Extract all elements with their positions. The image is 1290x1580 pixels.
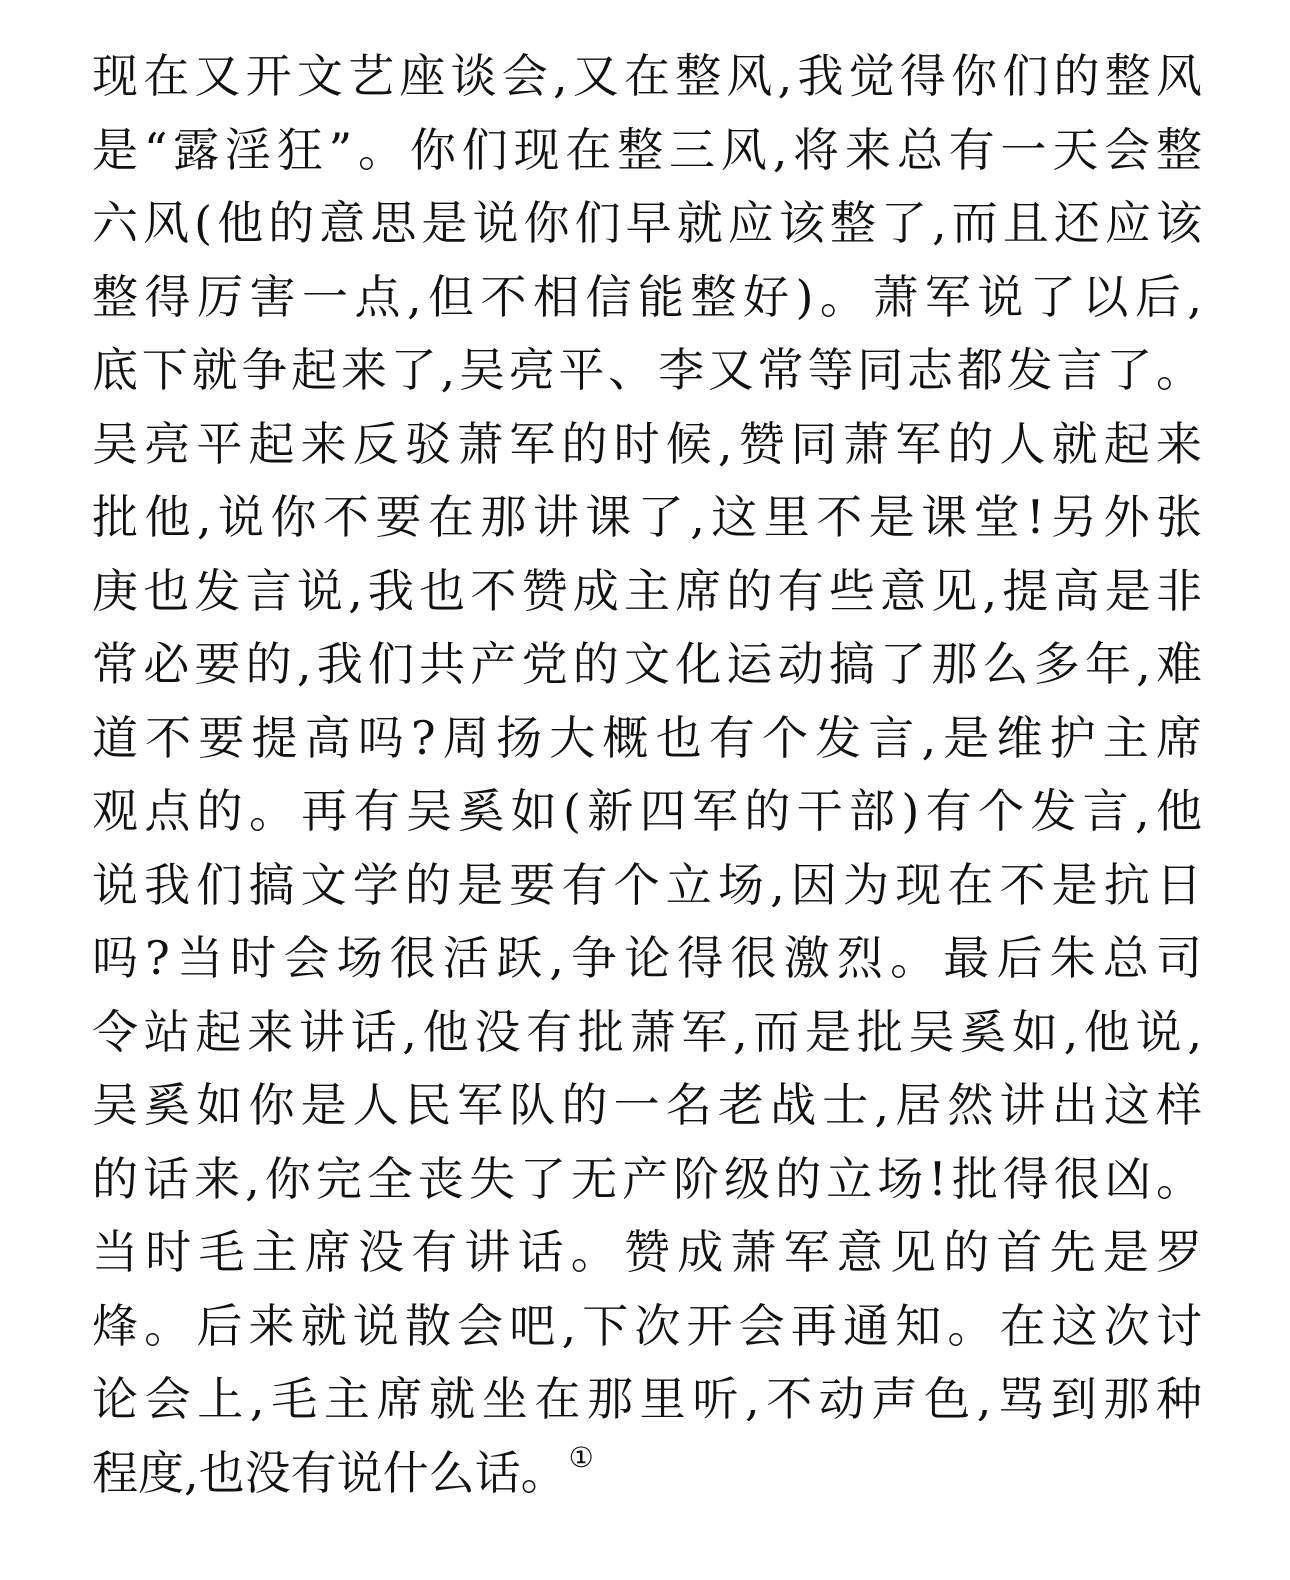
line-text: 说我们搞文学的是要有个立场,因为现在不是抗日: [92, 857, 1209, 912]
line-text: 论会上,毛主席就坐在那里听,不动声色,骂到那种: [92, 1372, 1209, 1426]
line-text: 烽。后来就说散会吧,下次开会再通知。在这次讨: [92, 1298, 1209, 1353]
line-text: 整得厉害一点,但不相信能整好)。萧军说了以后,: [92, 269, 1209, 324]
text-line: [92, 261, 1209, 335]
text-line: [92, 40, 1208, 114]
line-text: 六风(他的意思是说你们早就应该整了,而且还应该: [92, 196, 1208, 250]
line-text: 当时毛主席没有讲话。赞成萧军意见的首先是罗: [92, 1225, 1210, 1279]
text-line: [92, 702, 1210, 776]
text-line: [92, 555, 1208, 629]
text-line: [92, 628, 1208, 702]
line-text: 是“露淫狂”。你们现在整三风,将来总有一天会整: [92, 122, 1208, 177]
text-line: [92, 408, 1209, 482]
text-line: [92, 1143, 1208, 1217]
text-line: [92, 849, 1209, 923]
text-line: [92, 1069, 1209, 1143]
line-text: 观点的。再有吴奚如(新四军的干部)有个发言,他: [92, 784, 1209, 838]
line-text: 批他,说你不要在那讲课了,这里不是课堂!另外张: [92, 490, 1209, 544]
text-line: [92, 775, 1209, 849]
text-line: [92, 334, 1206, 408]
footnote-marker: ①: [568, 1440, 594, 1474]
line-text: 程度,也没有说什么话。: [92, 1445, 567, 1500]
text-line: [92, 1216, 1210, 1290]
line-text: 令站起来讲话,他没有批萧军,而是批吴奚如,他说,: [92, 1004, 1208, 1059]
text-line: [92, 1290, 1209, 1364]
text-line: [92, 1363, 1209, 1437]
line-text: 吗?当时会场很活跃,争论得很激烈。最后朱总司: [92, 931, 1210, 985]
text-line: [92, 1437, 1202, 1511]
line-text: 道不要提高吗?周扬大概也有个发言,是维护主席: [92, 710, 1210, 765]
line-text: 的话来,你完全丧失了无产阶级的立场!批得很凶。: [92, 1151, 1208, 1206]
text-line: [92, 922, 1210, 996]
text-line: [92, 996, 1208, 1070]
text-line: [92, 114, 1208, 188]
line-text: 常必要的,我们共产党的文化运动搞了那么多年,难: [92, 637, 1208, 691]
line-text: 庚也发言说,我也不赞成主席的有些意见,提高是非: [92, 563, 1208, 618]
line-text: 吴亮平起来反驳萧军的时候,赞同萧军的人就起来: [92, 416, 1209, 471]
line-text: 吴奚如你是人民军队的一名老战士,居然讲出这样: [92, 1078, 1209, 1132]
body-text: [92, 40, 1210, 1510]
line-text: 底下就争起来了,吴亮平、李又常等同志都发言了。: [92, 343, 1206, 397]
text-line: [92, 481, 1209, 555]
line-text: 现在又开文艺座谈会,又在整风,我觉得你们的整风: [92, 49, 1208, 103]
text-line: [92, 187, 1208, 261]
